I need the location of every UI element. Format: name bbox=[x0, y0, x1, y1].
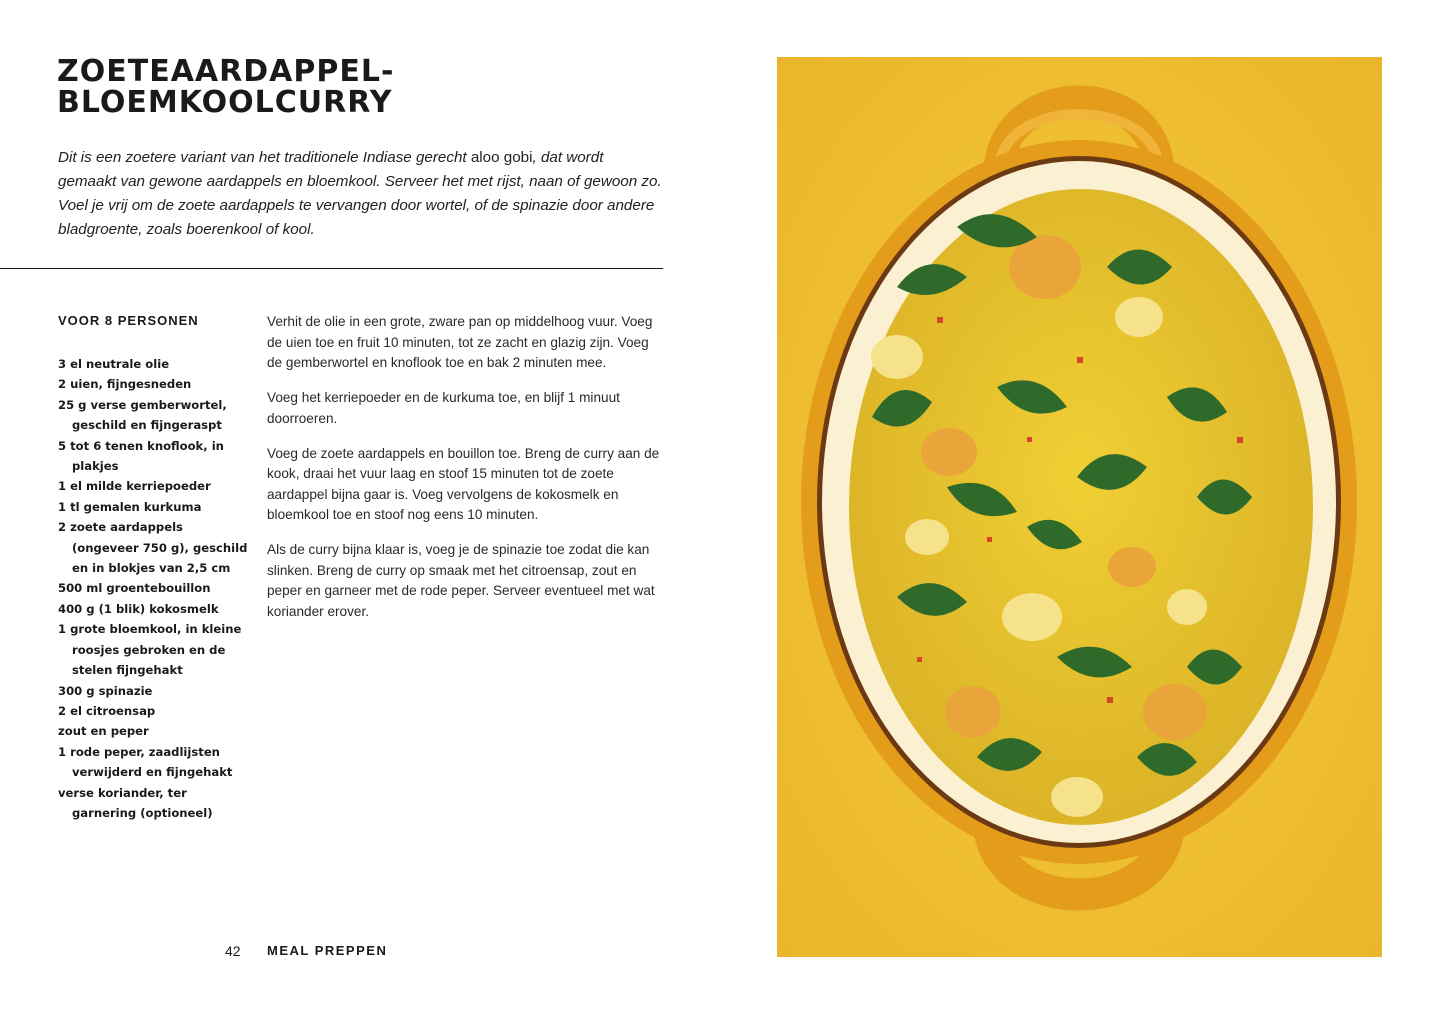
intro-dish-name: aloo gobi bbox=[470, 149, 533, 166]
intro-text-1: Dit is een zoetere variant van het traditionele Indiase gerecht bbox=[58, 149, 471, 166]
ingredient-item: 5 tot 6 tenen knoflook, in plakjes bbox=[58, 438, 224, 474]
ingredient-item: zout en peper bbox=[58, 724, 149, 739]
ingredient-item: 1 grote bloemkool, in kleine roosjes gebroken en de stelen fijngehakt bbox=[58, 622, 242, 678]
recipe-intro bbox=[58, 146, 664, 242]
running-footer: MEAL PREPPEN bbox=[267, 943, 388, 958]
ingredient-item: 25 g verse gemberwortel, geschild en fijngeraspt bbox=[58, 397, 227, 433]
ingredient-item: 1 tl gemalen kurkuma bbox=[58, 499, 202, 514]
method-step: Als de curry bijna klaar is, voeg je de spinazie toe zodat die kan slinken. Breng de curry op smaak met het citroensap, zout en peper en garneer met de rode peper. Serveer eventueel met wat koriander erover. bbox=[267, 542, 655, 619]
recipe-title bbox=[57, 56, 657, 118]
ingredient-item: 500 ml groentebouillon bbox=[58, 581, 211, 596]
method-step: Verhit de olie in een grote, zware pan op middelhoog vuur. Voeg de uien toe en fruit 10 minuten, tot ze zacht en glazig zijn. Voeg de gemberwortel en knoflook toe en bak 2 minuten mee. bbox=[267, 314, 653, 370]
ingredient-item: 2 el citroensap bbox=[58, 703, 156, 718]
curry-pot-photo bbox=[777, 57, 1382, 957]
recipe-title-line-2: BLOEMKOOLCURRY bbox=[57, 85, 393, 120]
ingredient-item: 1 rode peper, zaadlijsten verwijderd en fijngehakt bbox=[58, 744, 233, 780]
intro-text-2: , dat wordt gemaakt van gewone aardappels en bloemkool. Serveer het met rijst, naan of gewoon zo. Voel je vrij om de zoete aardappels te vervangen door wortel, of de spinazie door andere bladgroente, zoals boerenkool of kool. bbox=[58, 149, 662, 238]
ingredient-item: verse koriander, ter garnering (optioneel) bbox=[58, 785, 213, 820]
servings-heading: VOOR 8 PERSONEN bbox=[58, 313, 199, 328]
ingredient-item: 400 g (1 blik) kokosmelk bbox=[58, 601, 219, 616]
page-number: 42 bbox=[225, 943, 241, 959]
section-divider bbox=[0, 268, 663, 269]
ingredient-item: 2 zoete aardappels (ongeveer 750 g), geschild en in blokjes van 2,5 cm bbox=[58, 520, 248, 576]
method-steps bbox=[267, 312, 663, 637]
method-step: Voeg de zoete aardappels en bouillon toe. Breng de curry aan de kook, draai het vuur laag en stoof 15 minuten tot de zoete aardappel bijna gaar is. Voeg vervolgens de kokosmelk en bloemkool toe en stoof nog eens 10 minuten. bbox=[267, 445, 660, 522]
ingredients-list bbox=[58, 354, 250, 823]
recipe-title-line-1: ZOETEAARDAPPEL- bbox=[57, 54, 395, 89]
ingredient-item: 1 el milde kerriepoeder bbox=[58, 479, 211, 494]
ingredient-item: 3 el neutrale olie bbox=[58, 357, 170, 371]
ingredient-item: 300 g spinazie bbox=[58, 683, 153, 698]
method-step: Voeg het kerriepoeder en de kurkuma toe, en blijf 1 minuut doorroeren. bbox=[267, 390, 620, 426]
ingredient-item: 2 uien, fijngesneden bbox=[58, 377, 192, 392]
curry-pot-illustration bbox=[777, 57, 1382, 957]
